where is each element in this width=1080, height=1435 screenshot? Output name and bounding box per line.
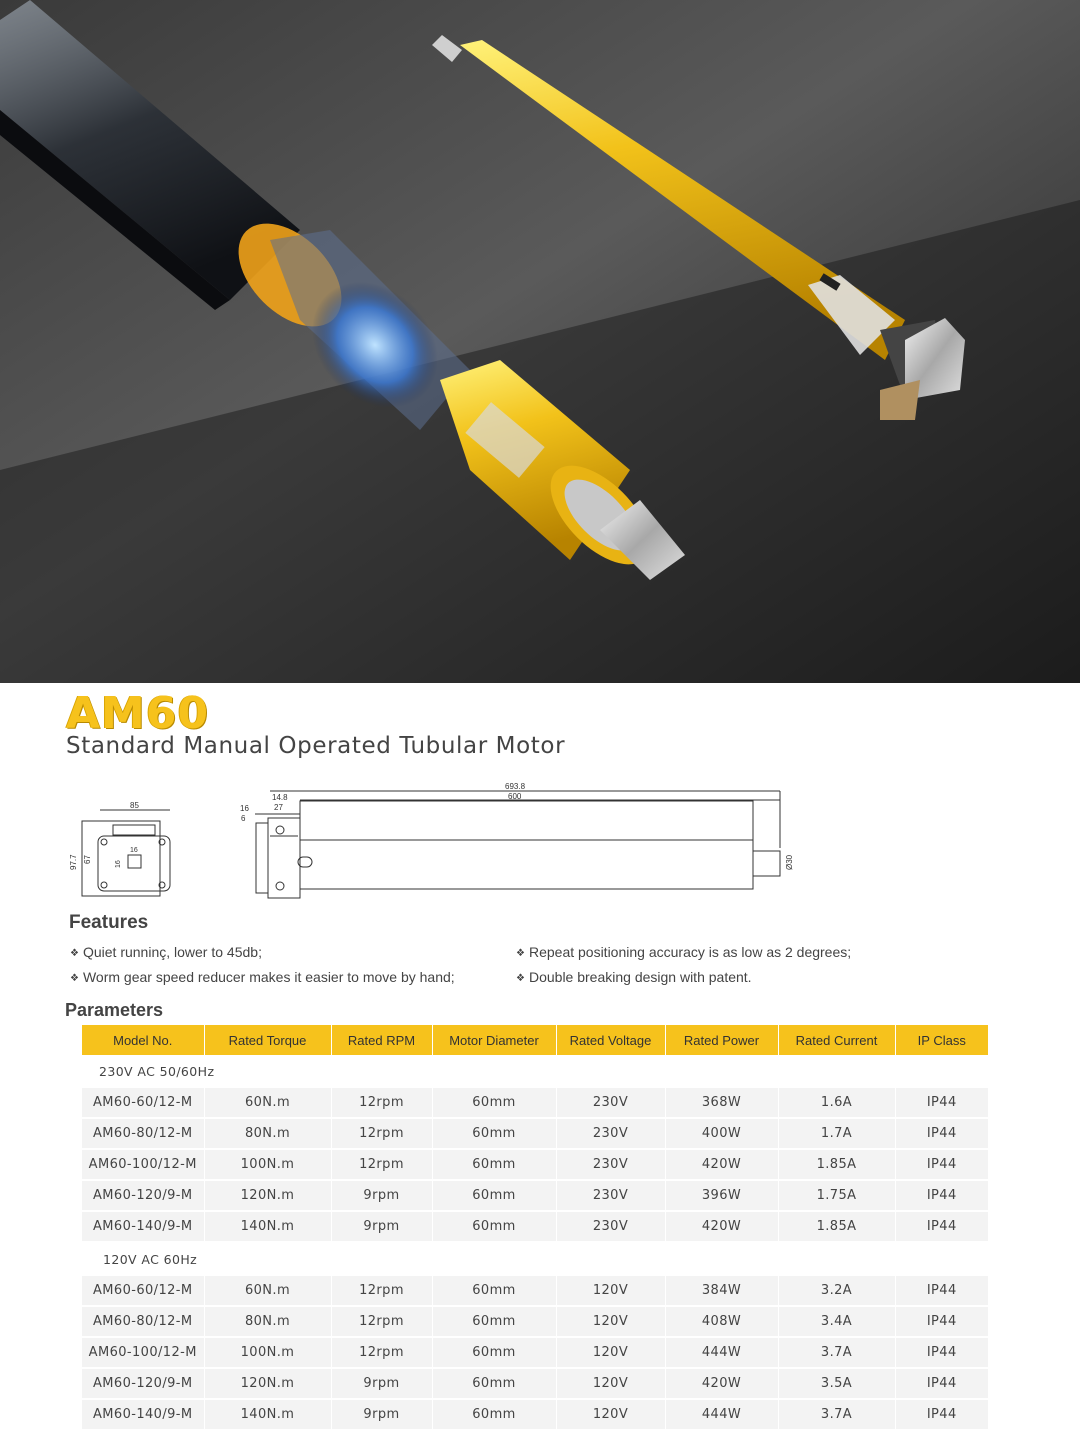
table-cell: 12rpm	[331, 1088, 432, 1118]
parameters-table	[82, 1025, 988, 1431]
product-subtitle: Standard Manual Operated Tubular Motor	[66, 733, 566, 759]
end-view-drawing	[69, 801, 170, 896]
table-cell: AM60-140/9-M	[82, 1211, 204, 1242]
table-cell: 230V	[556, 1149, 665, 1180]
table-cell: 444W	[665, 1399, 778, 1430]
dim-d3: 16	[240, 804, 249, 813]
col-header: Rated Current	[778, 1025, 895, 1055]
table-row	[82, 1211, 988, 1242]
table-row	[82, 1399, 988, 1430]
table-cell: IP44	[895, 1180, 988, 1211]
table-cell: 400W	[665, 1118, 778, 1149]
table-cell: 1.75A	[778, 1180, 895, 1211]
table-row	[82, 1118, 988, 1149]
table-cell: 12rpm	[331, 1276, 432, 1306]
table-row	[82, 1149, 988, 1180]
table-cell: IP44	[895, 1276, 988, 1306]
table-cell: IP44	[895, 1337, 988, 1368]
col-header: Model No.	[82, 1025, 204, 1055]
dim-end-inner-h: 16	[115, 860, 122, 868]
table-row	[82, 1368, 988, 1399]
table-cell: 80N.m	[204, 1118, 331, 1149]
table-cell: 60mm	[432, 1399, 556, 1430]
table-cell: 12rpm	[331, 1118, 432, 1149]
table-row	[82, 1088, 988, 1118]
diamond-bullet-icon: ❖	[516, 948, 525, 959]
side-view-drawing	[240, 782, 794, 898]
col-header: Rated Torque	[204, 1025, 331, 1055]
dim-d1: 14.8	[272, 793, 288, 802]
dim-overall-length: 693.8	[505, 782, 526, 791]
table-cell: 420W	[665, 1368, 778, 1399]
table-cell: 230V	[556, 1180, 665, 1211]
table-cell: 60mm	[432, 1276, 556, 1306]
table-cell: 60mm	[432, 1180, 556, 1211]
table-cell: 120N.m	[204, 1368, 331, 1399]
table-cell: AM60-140/9-M	[82, 1399, 204, 1430]
dim-body-length: 600	[508, 792, 522, 801]
feature-item: ❖ Repeat positioning accuracy is as low as 2 degrees;	[516, 944, 852, 960]
parameters-table-body	[82, 1055, 988, 1430]
table-cell: 60mm	[432, 1149, 556, 1180]
table-cell: 120V	[556, 1368, 665, 1399]
technical-drawings	[70, 778, 830, 908]
table-cell: 100N.m	[204, 1337, 331, 1368]
table-row	[82, 1276, 988, 1306]
table-cell: 9rpm	[331, 1368, 432, 1399]
table-cell: 60N.m	[204, 1276, 331, 1306]
table-cell: 60mm	[432, 1337, 556, 1368]
product-model-title: AM60	[66, 688, 210, 739]
table-cell: 9rpm	[331, 1399, 432, 1430]
table-cell: AM60-80/12-M	[82, 1118, 204, 1149]
col-header: Rated Power	[665, 1025, 778, 1055]
table-cell: 1.7A	[778, 1118, 895, 1149]
table-cell: 120V	[556, 1306, 665, 1337]
feature-item: ❖ Worm gear speed reducer makes it easier to move by hand;	[70, 969, 455, 985]
table-cell: 80N.m	[204, 1306, 331, 1337]
table-cell: 3.5A	[778, 1368, 895, 1399]
table-row	[82, 1306, 988, 1337]
table-cell: 1.85A	[778, 1211, 895, 1242]
table-cell: IP44	[895, 1306, 988, 1337]
table-cell: AM60-120/9-M	[82, 1368, 204, 1399]
table-cell: 120V	[556, 1399, 665, 1430]
table-cell: AM60-80/12-M	[82, 1306, 204, 1337]
table-cell: IP44	[895, 1399, 988, 1430]
table-cell: 3.4A	[778, 1306, 895, 1337]
table-cell: 3.2A	[778, 1276, 895, 1306]
table-cell: 384W	[665, 1276, 778, 1306]
feature-item: ❖ Quiet runninç, lower to 45db;	[70, 944, 262, 960]
diamond-bullet-icon: ❖	[70, 948, 79, 959]
table-cell: 396W	[665, 1180, 778, 1211]
table-cell: 408W	[665, 1306, 778, 1337]
voltage-group-label: 120V AC 60Hz	[82, 1242, 988, 1276]
dim-end-width: 85	[130, 801, 139, 810]
table-cell: 120N.m	[204, 1180, 331, 1211]
voltage-group-label: 230V AC 50/60Hz	[82, 1055, 988, 1088]
diamond-bullet-icon: ❖	[70, 973, 79, 984]
table-cell: 60N.m	[204, 1088, 331, 1118]
table-header-row	[82, 1025, 988, 1055]
dim-end-height-inner: 67	[83, 855, 92, 864]
table-group-row	[82, 1242, 988, 1276]
table-cell: 420W	[665, 1211, 778, 1242]
table-cell: AM60-100/12-M	[82, 1337, 204, 1368]
diamond-bullet-icon: ❖	[516, 973, 525, 984]
table-cell: AM60-100/12-M	[82, 1149, 204, 1180]
table-cell: IP44	[895, 1149, 988, 1180]
col-header: Rated RPM	[331, 1025, 432, 1055]
table-cell: IP44	[895, 1118, 988, 1149]
table-row	[82, 1337, 988, 1368]
table-cell: IP44	[895, 1368, 988, 1399]
table-cell: AM60-120/9-M	[82, 1180, 204, 1211]
table-group-row	[82, 1055, 988, 1088]
dim-diameter: Ø30	[785, 854, 794, 870]
col-header: Rated Voltage	[556, 1025, 665, 1055]
table-cell: 3.7A	[778, 1399, 895, 1430]
features-heading: Features	[69, 912, 149, 933]
table-cell: 12rpm	[331, 1306, 432, 1337]
table-cell: 420W	[665, 1149, 778, 1180]
table-cell: IP44	[895, 1211, 988, 1242]
table-cell: 9rpm	[331, 1180, 432, 1211]
table-cell: 60mm	[432, 1118, 556, 1149]
dim-end-height-outer: 97.7	[69, 854, 78, 870]
table-cell: 100N.m	[204, 1149, 331, 1180]
table-cell: 60mm	[432, 1088, 556, 1118]
table-cell: 444W	[665, 1337, 778, 1368]
table-cell: 230V	[556, 1118, 665, 1149]
col-header: IP Class	[895, 1025, 988, 1055]
table-cell: 1.6A	[778, 1088, 895, 1118]
table-cell: AM60-60/12-M	[82, 1088, 204, 1118]
parameters-heading: Parameters	[65, 1000, 164, 1020]
table-cell: 120V	[556, 1276, 665, 1306]
table-cell: 12rpm	[331, 1149, 432, 1180]
hero-product-image	[0, 0, 1080, 683]
table-cell: 60mm	[432, 1211, 556, 1242]
table-cell: AM60-60/12-M	[82, 1276, 204, 1306]
dim-d4: 6	[241, 814, 246, 823]
table-cell: 3.7A	[778, 1337, 895, 1368]
feature-item: ❖ Double breaking design with patent.	[516, 969, 752, 985]
table-cell: 60mm	[432, 1306, 556, 1337]
table-cell: 230V	[556, 1088, 665, 1118]
dim-end-inner-w: 16	[130, 847, 138, 854]
table-cell: 120V	[556, 1337, 665, 1368]
table-cell: 230V	[556, 1211, 665, 1242]
table-cell: 140N.m	[204, 1399, 331, 1430]
table-cell: 60mm	[432, 1368, 556, 1399]
table-row	[82, 1180, 988, 1211]
table-cell: 1.85A	[778, 1149, 895, 1180]
table-cell: 368W	[665, 1088, 778, 1118]
table-cell: IP44	[895, 1088, 988, 1118]
dim-d2: 27	[274, 803, 283, 812]
table-cell: 9rpm	[331, 1211, 432, 1242]
table-cell: 12rpm	[331, 1337, 432, 1368]
table-cell: 140N.m	[204, 1211, 331, 1242]
col-header: Motor Diameter	[432, 1025, 556, 1055]
